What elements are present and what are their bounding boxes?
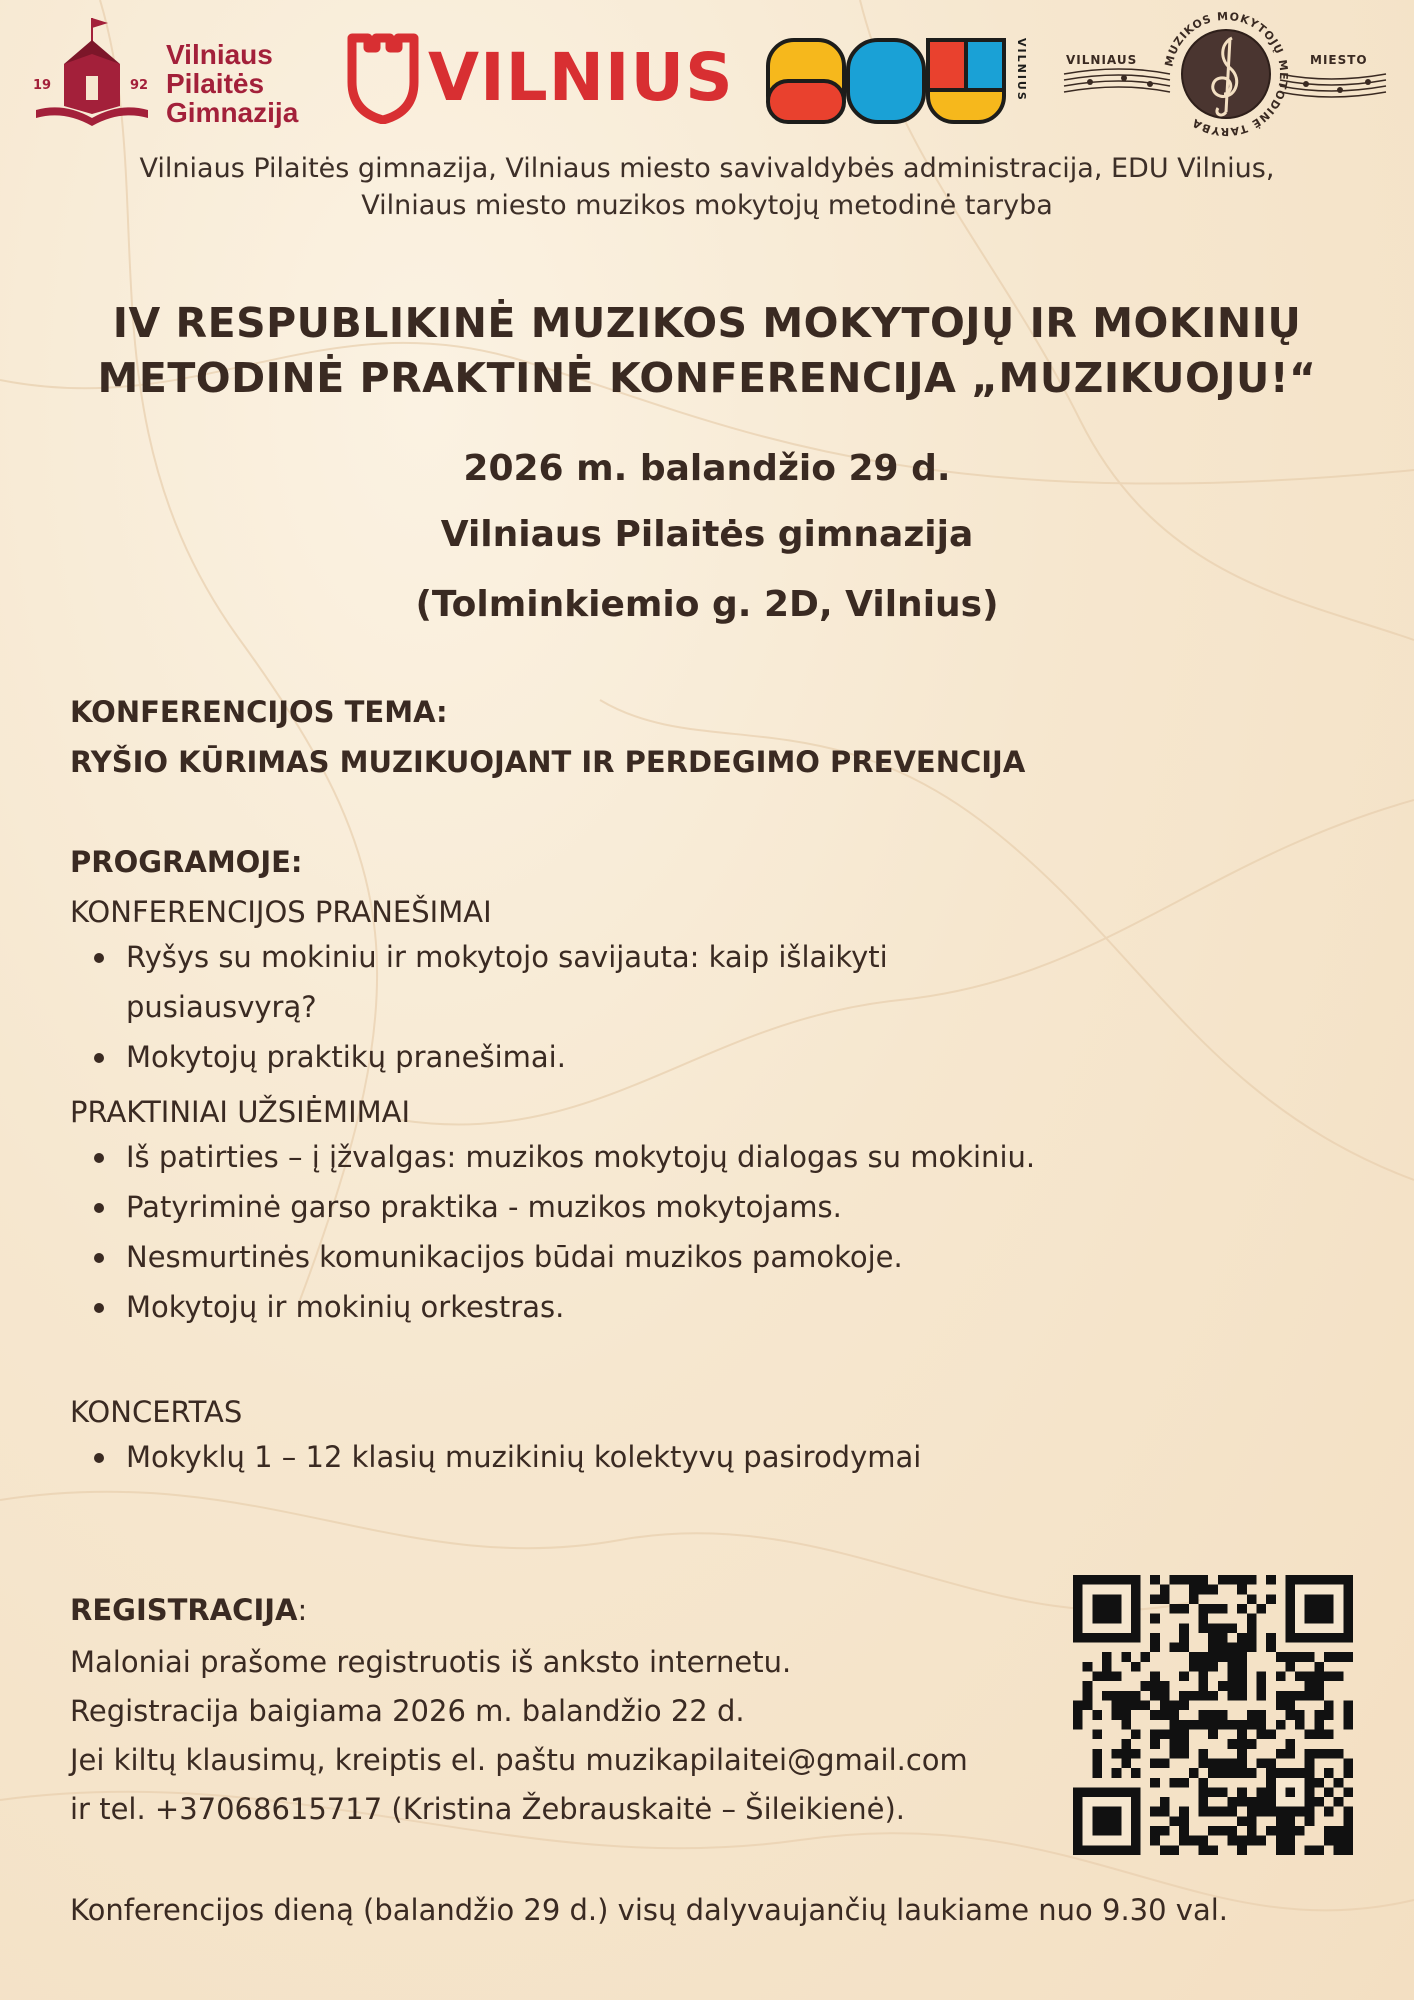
program-label: PROGRAMOJE: [70, 845, 303, 879]
logo-row [0, 0, 1414, 150]
pilaite-logo-line1: Vilniaus [166, 39, 273, 70]
list-item: Ryšys su mokiniu ir mokytojo savijauta: kaip išlaikyti pusiausvyrą? [126, 932, 1070, 1032]
talks-list [70, 932, 1070, 1082]
organizers-line2: Vilniaus miesto muzikos mokytojų metodinė taryba [361, 190, 1053, 221]
talks-section [70, 892, 1070, 1082]
vilnius-logo-text: VILNIUS [428, 39, 734, 116]
organizers-line1: Vilniaus Pilaitės gimnazija, Vilniaus miesto savivaldybės administracija, EDU Vilnius, [139, 153, 1275, 184]
list-item: Patyriminė garso praktika - muzikos mokytojams. [126, 1182, 1070, 1232]
page-title [0, 296, 1414, 406]
council-left-word: VILNIAUS [1066, 53, 1138, 67]
workshops-heading: PRAKTINIAI UŽSIĖMIMAI [70, 1095, 411, 1129]
title-line2: METODINĖ PRAKTINĖ KONFERENCIJA „MUZIKUOJU!“ [97, 354, 1317, 402]
edu-side-text: VILNIUS [1015, 38, 1028, 102]
registration-colon: : [297, 1593, 308, 1627]
concert-section [70, 1392, 1070, 1482]
footer-note: Konferencijos dieną (balandžio 29 d.) visų dalyvaujančių laukiame nuo 9.30 val. [70, 1893, 1228, 1927]
list-item: Mokytojų praktikų pranešimai. [126, 1032, 1070, 1082]
logo-year-left: 19 [33, 78, 52, 93]
workshops-list [70, 1132, 1070, 1332]
registration-label: REGISTRACIJA [70, 1593, 298, 1627]
council-emblem [1160, 8, 1292, 140]
registration-line-email[interactable]: Jei kiltų klausimų, kreiptis el. paštu muzikapilaitei@gmail.com [70, 1743, 968, 1777]
theme-text: RYŠIO KŪRIMAS MUZIKUOJANT IR PERDEGIMO PREVENCIJA [70, 745, 1026, 779]
list-item: Iš patirties – į įžvalgas: muzikos mokytojų dialogas su mokiniu. [126, 1132, 1070, 1182]
logo-year-right: 92 [130, 78, 149, 93]
pilaite-castle-icon [34, 14, 150, 134]
event-venue: Vilniaus Pilaitės gimnazija [440, 514, 974, 555]
council-ring-text: MUZIKOS MOKYTOJŲ METODINĖ TARYBA [1162, 9, 1291, 139]
council-right-word: MIESTO [1310, 53, 1368, 67]
edu-letters-icon [766, 38, 1006, 124]
pilaite-logo-line3: Gimnazija [166, 97, 299, 128]
registration-line-phone: ir tel. +37068615717 (Kristina Žebrauskaitė – Šileikienė). [70, 1792, 906, 1826]
list-item: Nesmurtinės komunikacijos būdai muzikos pamokoje. [126, 1232, 1070, 1282]
theme-label: KONFERENCIJOS TEMA: [70, 695, 448, 729]
concert-list [70, 1432, 1070, 1482]
talks-heading: KONFERENCIJOS PRANEŠIMAI [70, 895, 492, 929]
organizers [0, 150, 1414, 224]
pilaite-logo-line2: Pilaitės [166, 68, 265, 99]
edu-logo [766, 38, 1006, 124]
event-address: (Tolminkiemio g. 2D, Vilnius) [415, 584, 999, 625]
list-item: Mokyklų 1 – 12 klasių muzikinių kolektyvų pasirodymai [126, 1432, 1070, 1482]
list-item: Mokytojų ir mokinių orkestras. [126, 1282, 1070, 1332]
event-date: 2026 m. balandžio 29 d. [463, 448, 951, 489]
registration-line: Registracija baigiama 2026 m. balandžio 22 d. [70, 1694, 745, 1728]
qr-code-icon[interactable] [1073, 1575, 1353, 1855]
vilnius-tower-icon [346, 32, 420, 124]
registration-heading [70, 1590, 1070, 1630]
registration-line: Maloniai prašome registruotis iš anksto internetu. [70, 1645, 792, 1679]
registration-text [70, 1638, 1070, 1834]
pilaite-logo-text [166, 40, 298, 127]
workshops-section [70, 1092, 1070, 1332]
concert-heading: KONCERTAS [70, 1395, 243, 1429]
title-line1: IV RESPUBLIKINĖ MUZIKOS MOKYTOJŲ IR MOKINIŲ [112, 299, 1302, 347]
